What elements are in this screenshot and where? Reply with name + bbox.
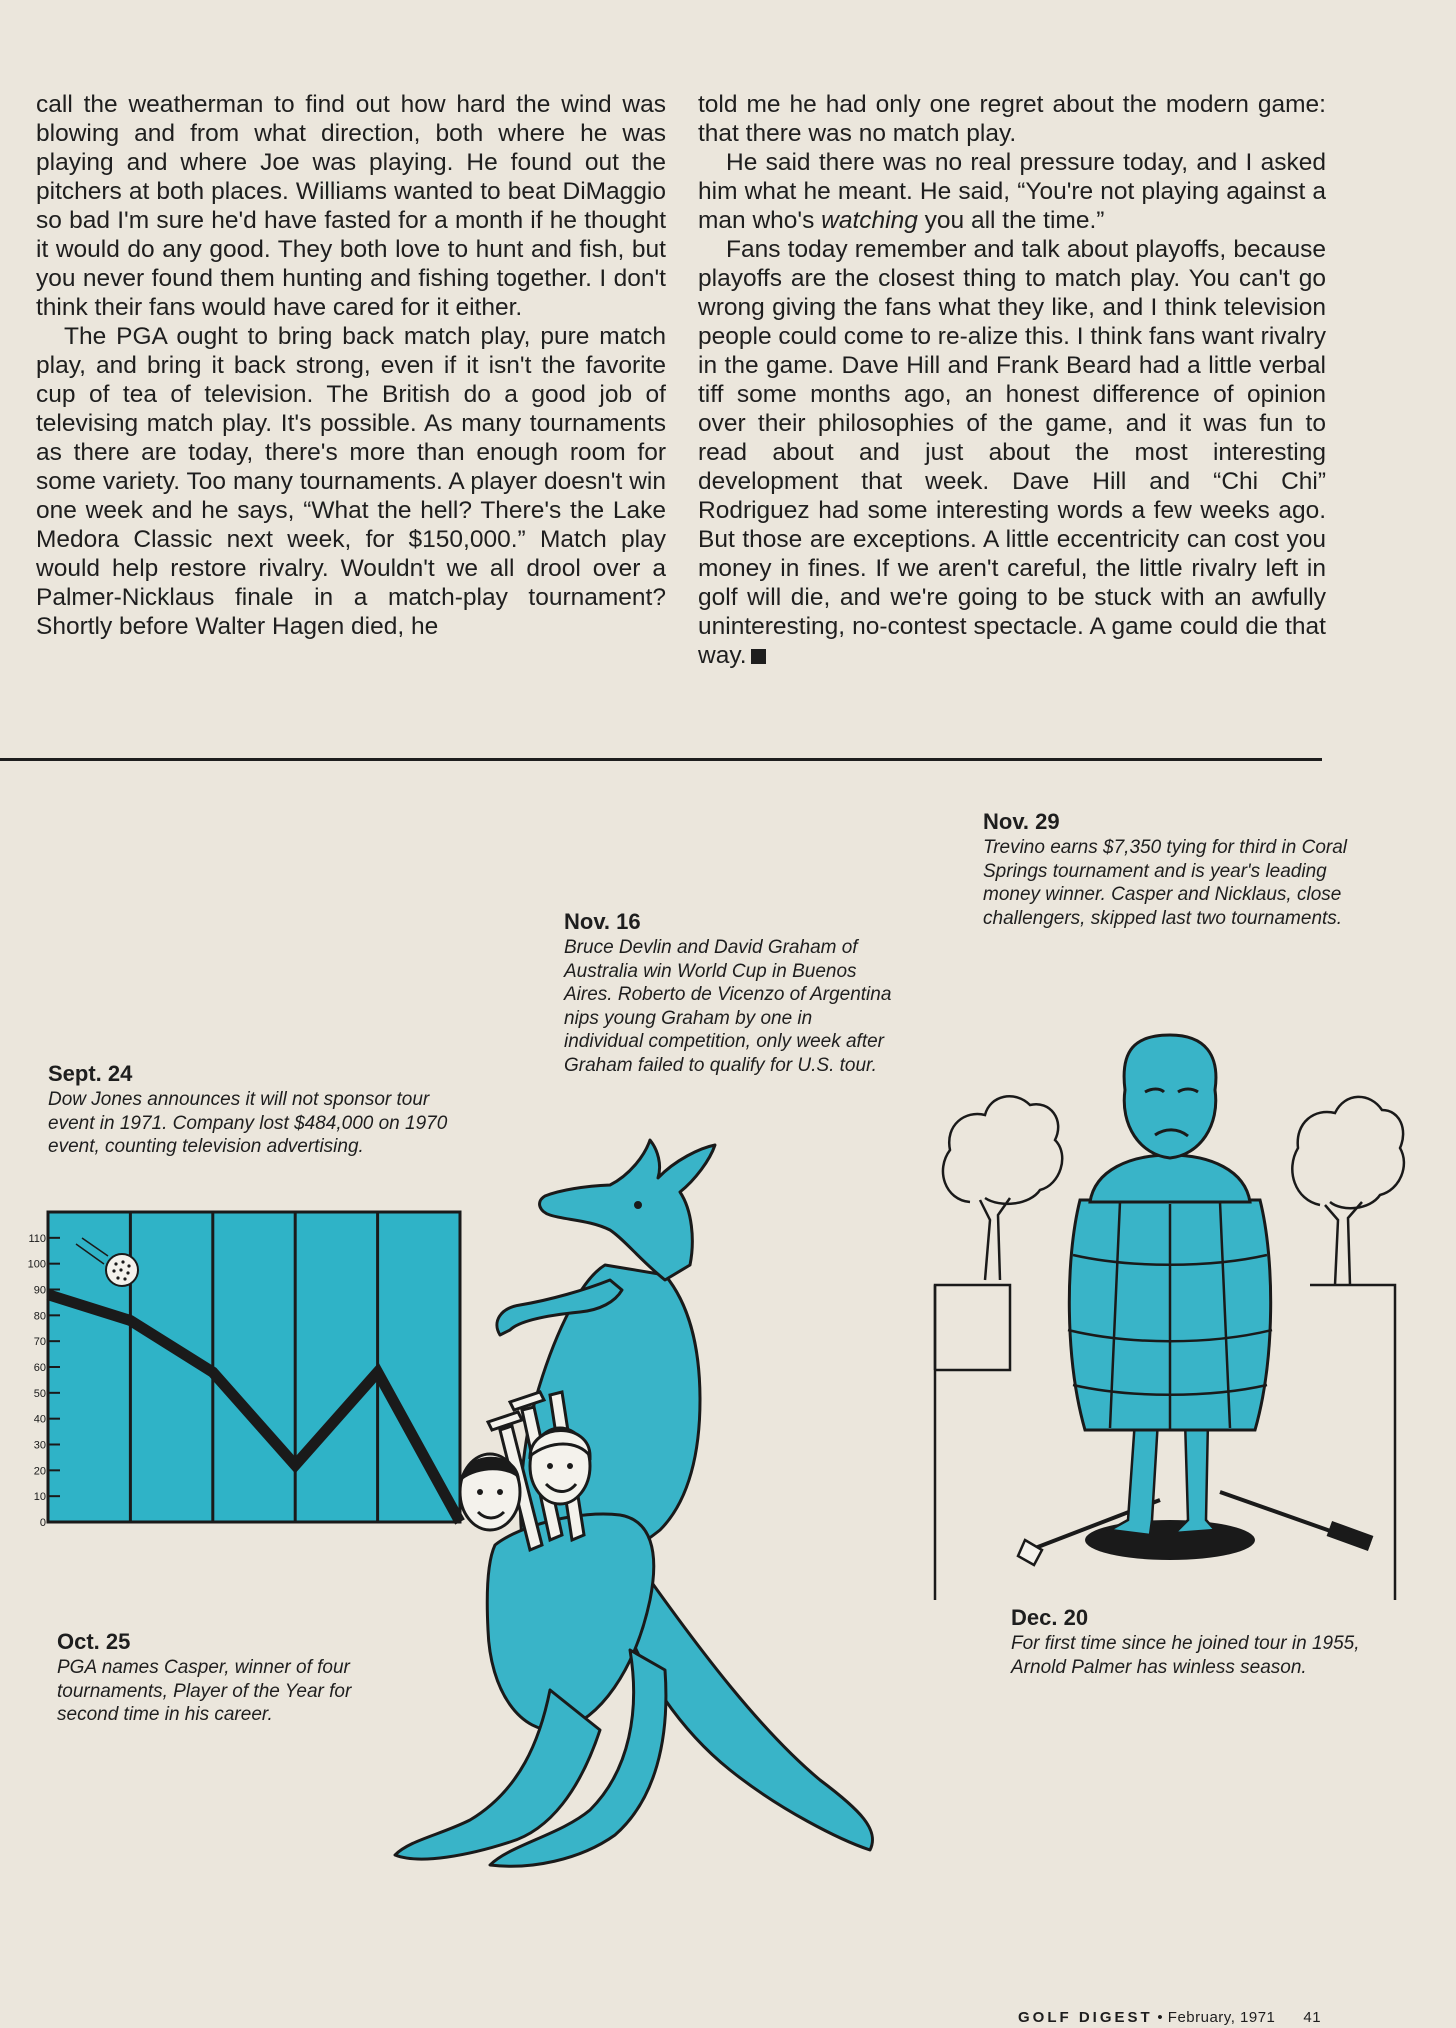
kangaroo-pouch — [487, 1514, 653, 1730]
paragraph: call the weatherman to find out how hard the wind was blowing and from what direction, both where he was playing and where Joe was playing. He found out the pitchers at both places. Williams wanted to beat DiMaggio so bad I'm sure he'd have fasted for a month if he thought it would do any good. They both love to hunt and fish, but you never found them hunting and fishing together. I don't think their fans would have cared for it either. — [36, 91, 666, 321]
chart-tick-label: 10 — [33, 1491, 46, 1504]
man-head — [1124, 1035, 1216, 1158]
caption-text: Bruce Devlin and David Graham of Australia win World Cup in Buenos Aires. Roberto de Vicenzo of Argentina nips young Graham by one in individual competition, only week after Graham failed to qualify for U.S. tour. — [564, 937, 892, 1076]
timeline-caption-nov29 — [983, 808, 1373, 930]
article-column-right — [698, 90, 1326, 670]
man-shoulders — [1090, 1155, 1250, 1202]
kangaroo-head — [540, 1140, 715, 1280]
chart-tick-label: 20 — [33, 1465, 46, 1478]
caption-date: Dec. 20 — [1011, 1605, 1089, 1630]
ground-line — [1310, 1285, 1395, 1600]
paragraph-text: you all the time.” — [917, 207, 1105, 234]
page-footer — [1018, 2008, 1321, 2028]
timeline-caption-nov16 — [564, 908, 894, 1077]
timeline-caption-oct25 — [57, 1628, 377, 1727]
footer-bullet: • — [1157, 2009, 1164, 2026]
chart-tick-label: 80 — [33, 1310, 46, 1323]
kangaroo-eye-icon — [634, 1201, 642, 1209]
golfer-face-left — [460, 1454, 520, 1530]
caption-text: PGA names Casper, winner of four tournaments, Player of the Year for second time in his career. — [57, 1657, 352, 1725]
chart-tick-label: 0 — [39, 1517, 46, 1529]
chart-tick-label: 110 — [28, 1232, 46, 1245]
paragraph-text: Fans today remember and talk about playoffs, because playoffs are the closest thing to match play. You can't go wrong giving the fans what they like, and I think television people could come to re-alize this. I think fans want rivalry in the game. Dave Hill and Frank Beard had a little verbal tiff some months ago, an honest difference of opinion over their philosophies of the game, and it was fun to read about and just about the most interesting development that week. Dave Hill and “Chi Chi” Rodriguez had some interesting words a few weeks ago. But those are exceptions. A little eccentricity can cost you money in fines. If we aren't careful, the little rivalry left in golf will die, and we're going to be stuck with an awfully uninteresting, no-contest spectacle. A game could die that way. — [698, 236, 1326, 669]
paragraph: told me he had only one regret about the modern game: that there was no match play. — [698, 91, 1326, 147]
chart-tick-label: 60 — [33, 1362, 46, 1374]
ground-line — [935, 1285, 1010, 1370]
chart-tick-label: 70 — [33, 1336, 46, 1349]
magazine-name: GOLF DIGEST — [1018, 2009, 1153, 2026]
timeline-caption-sept24 — [48, 1060, 448, 1159]
page-number: 41 — [1303, 2009, 1322, 2026]
caption-text: Dow Jones announces it will not sponsor tour event in 1971. Company lost $484,000 on 1970 event, counting television advertising. — [48, 1089, 448, 1157]
caption-date: Nov. 16 — [564, 909, 641, 934]
chart-tick-label: 90 — [33, 1284, 46, 1297]
golfer-face-right — [530, 1428, 590, 1504]
barrel-shadow — [1085, 1520, 1255, 1560]
caption-date: Sept. 24 — [48, 1061, 133, 1086]
chart-tick-label: 40 — [33, 1413, 46, 1426]
end-mark-icon — [751, 649, 766, 664]
chart-tick-label: 50 — [33, 1387, 46, 1400]
caption-text: For first time since he joined tour in 1955, Arnold Palmer has winless season. — [1011, 1633, 1360, 1678]
caption-date: Nov. 29 — [983, 809, 1060, 834]
issue-date: February, 1971 — [1167, 2009, 1276, 2026]
man-in-barrel-illustration — [930, 1030, 1410, 1600]
timeline-caption-dec20 — [1011, 1604, 1361, 1679]
tree-icon — [1292, 1097, 1404, 1285]
chart-tick-label: 30 — [33, 1439, 46, 1452]
tree-icon — [943, 1096, 1062, 1280]
paragraph: The PGA ought to bring back match play, pure match play, and bring it back strong, even if it isn't the favorite cup of tea of television. The British do a good job of televising match play. It's possible. As many tournaments as there are today, there's more than enough room for some variety. Too many tournaments. A player doesn't win one week and he says, “What the hell? There's the Lake Medora Classic next week, for $150,000.” Match play would help restore rivalry. Wouldn't we all drool over a Palmer-Nicklaus finale in a match-play tournament? Shortly before Walter Hagen died, he — [36, 323, 666, 640]
emphasis-text: watching — [821, 207, 918, 234]
paragraph — [698, 148, 1326, 235]
paragraph — [698, 235, 1326, 670]
kangaroo-with-golfers-illustration — [400, 1130, 920, 1890]
caption-text: Trevino earns $7,350 tying for third in Coral Springs tournament and is year's leading money winner. Casper and Nicklaus, close challengers, skipped last two tournaments. — [983, 837, 1347, 929]
paragraph-text: He said there was no real pressure today, and I asked him what he meant. He said, “You're not playing against a man who's — [698, 149, 1326, 234]
article-column-left — [36, 90, 666, 641]
section-divider — [0, 758, 1322, 761]
man-leg — [1175, 1420, 1215, 1533]
chart-tick-label: 100 — [27, 1258, 46, 1271]
caption-date: Oct. 25 — [57, 1629, 131, 1654]
